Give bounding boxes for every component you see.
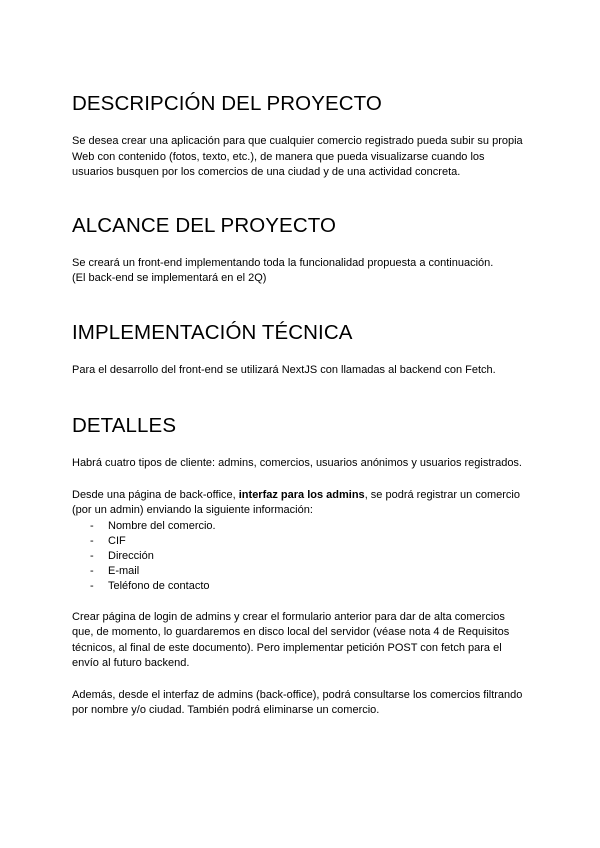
paragraph-tipos-cliente: Habrá cuatro tipos de cliente: admins, comercios, usuarios anónimos y usuarios registrados. xyxy=(72,457,522,469)
list-item xyxy=(90,564,532,579)
text-line: (El back-end se implementará en el 2Q) xyxy=(72,272,267,284)
list-item-text: Teléfono de contacto xyxy=(108,579,210,592)
paragraph-login xyxy=(72,610,532,672)
text-line: Crear página de login de admins y crear el formulario anterior para dar de alta comercios xyxy=(72,610,505,623)
list-item xyxy=(90,549,532,564)
list-item-text: Dirección xyxy=(108,549,154,562)
paragraph-backoffice xyxy=(72,488,532,519)
text-line: Web con contenido (fotos, texto, etc.), de manera que pueda visualizarse cuando los xyxy=(72,150,485,163)
paragraph-descripcion xyxy=(72,134,532,181)
list-dash: - xyxy=(90,534,94,547)
list-item xyxy=(90,519,532,534)
text-line: que, de momento, lo guardaremos en disco local del servidor (véase nota 4 de Requisitos xyxy=(72,626,510,638)
text-line: (por un admin) enviando la siguiente información: xyxy=(72,504,313,516)
heading-detalles: DETALLES xyxy=(72,414,177,437)
text-fragment: Desde una página de back-office, xyxy=(72,488,239,501)
list-dash: - xyxy=(90,549,94,562)
list-dash: - xyxy=(90,564,94,577)
heading-implementacion: IMPLEMENTACIÓN TÉCNICA xyxy=(72,320,353,344)
list-item-text: E-mail xyxy=(108,564,140,577)
text-fragment: , se podrá registrar un comercio xyxy=(364,488,520,501)
text-line: usuarios busquen por los comercios de una ciudad y de una actividad concreta. xyxy=(72,166,461,178)
paragraph-alcance xyxy=(72,256,532,287)
text-line: por nombre y/o ciudad. También podrá eliminarse un comercio. xyxy=(72,704,380,716)
paragraph-implementacion: Para el desarrollo del front-end se utilizará NextJS con llamadas al backend con Fetch. xyxy=(72,363,496,376)
list-item xyxy=(90,534,532,549)
text-line: Se desea crear una aplicación para que cualquier comercio registrado pueda subir su propia xyxy=(72,135,523,147)
list-dash: - xyxy=(90,579,94,592)
bold-admin-interface: interfaz para los admins xyxy=(238,488,365,501)
list-item xyxy=(90,579,532,594)
list-dash: - xyxy=(90,519,94,532)
text-line: Además, desde el interfaz de admins (back-office), podrá consultarse los comercios filtrando xyxy=(72,688,523,701)
list-item-text: CIF xyxy=(108,534,126,547)
text-line: técnicos, al final de este documento). Pero implementar petición POST con fetch para el xyxy=(72,641,502,654)
heading-descripcion: DESCRIPCIÓN DEL PROYECTO xyxy=(72,92,382,115)
list-item-text: Nombre del comercio. xyxy=(108,519,216,532)
document-content xyxy=(72,92,532,719)
paragraph-consulta xyxy=(72,688,532,719)
registration-fields-list xyxy=(72,519,532,594)
text-line: envío al futuro backend. xyxy=(72,657,190,669)
text-line: Se creará un front-end implementando toda la funcionalidad propuesta a continuación. xyxy=(72,256,494,269)
heading-alcance: ALCANCE DEL PROYECTO xyxy=(72,213,337,237)
